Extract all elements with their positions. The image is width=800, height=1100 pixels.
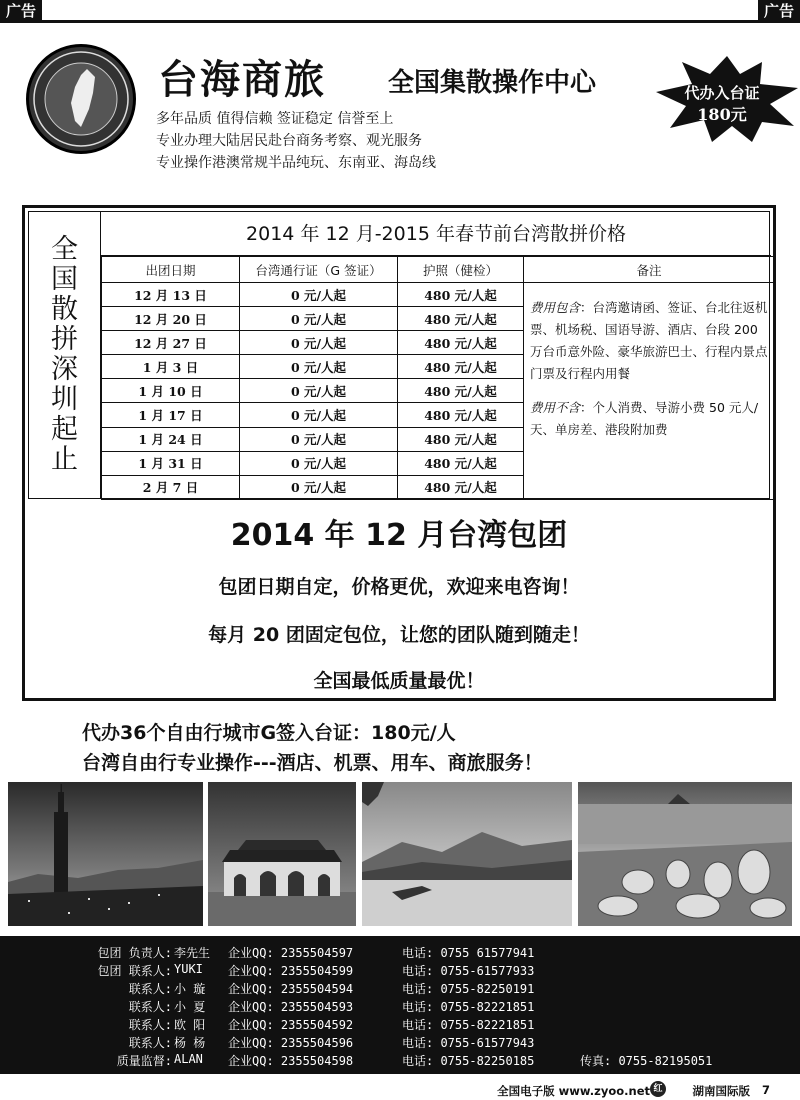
side-char: 散 — [51, 294, 78, 325]
side-char: 拼 — [51, 324, 78, 355]
cell-date: 1 月 3 日 — [102, 355, 240, 379]
tagline: 多年品质 值得信赖 签证稳定 信誉至上 — [156, 111, 394, 127]
contact-name: 小 夏 — [174, 1000, 206, 1014]
ad-label-left: 广告 — [0, 0, 42, 22]
cell-date: 1 月 31 日 — [102, 451, 240, 475]
contact-phone: 电话: 0755-82221851 — [402, 1000, 535, 1014]
contact-phone: 电话: 0755 61577941 — [402, 946, 535, 960]
notes-excluded: ：个人消费、导游小费 50 元人/天、单房差、港段附加费 — [530, 400, 759, 437]
brand-name: 台海商旅 — [158, 56, 326, 103]
notes-included: ：台湾邀请函、签证、台北往返机票、机场税、国语导游、酒店、台段 200 万台币意外险、豪华旅游巴士、行程内景点门票及行程内用餐 — [530, 300, 768, 381]
cell-passport-price: 480 元/人起 — [398, 283, 524, 307]
promo-line: 每月 20 团固定包位，让您的团队随到随走！ — [208, 624, 590, 646]
contact-name: 李先生 — [174, 946, 211, 960]
promo-line: 包团日期自定，价格更优，欢迎来电咨询！ — [218, 576, 580, 598]
table-row — [102, 283, 775, 307]
side-char: 全 — [51, 234, 78, 265]
promo-line: 全国最低质量最优！ — [313, 670, 485, 692]
cell-g-price: 0 元/人起 — [240, 331, 398, 355]
ad-label-right: 广告 — [758, 0, 800, 22]
price-table — [101, 256, 775, 500]
page-footer — [0, 1078, 800, 1100]
cell-date: 1 月 17 日 — [102, 403, 240, 427]
contact-role: 联系人: — [128, 1000, 172, 1014]
free-travel-line: 台湾自由行专业操作---酒店、机票、用车、商旅服务！ — [82, 752, 543, 774]
side-char: 国 — [51, 264, 78, 295]
cell-passport-price: 480 元/人起 — [398, 475, 524, 499]
contact-qq: 企业QQ: 2355504594 — [228, 982, 354, 996]
edition-text: 全国电子版 www.zyoo.net — [497, 1084, 650, 1098]
visa-service-line: 代办36个自由行城市G签入台证：180元/人 — [82, 722, 456, 744]
table-header-row — [102, 257, 775, 283]
header-passport: 护照（健检） — [398, 257, 524, 283]
side-char: 起 — [51, 414, 78, 445]
notes-excluded-label: 费用不含 — [530, 400, 581, 415]
cell-passport-price: 480 元/人起 — [398, 355, 524, 379]
region-edition: 湖南国际版 — [692, 1084, 750, 1098]
free-travel-info — [82, 718, 543, 778]
main-price-box — [22, 205, 776, 701]
cell-g-price: 0 元/人起 — [240, 403, 398, 427]
photo-sun-moon-lake — [362, 782, 572, 926]
side-char: 圳 — [51, 384, 78, 415]
cell-passport-price: 480 元/人起 — [398, 403, 524, 427]
contact-row — [0, 1052, 800, 1070]
contact-row — [0, 962, 800, 980]
contact-qq: 企业QQ: 2355504599 — [228, 964, 354, 978]
cell-g-price: 0 元/人起 — [240, 379, 398, 403]
side-label — [29, 212, 101, 498]
price-badge — [652, 54, 800, 144]
publisher-icon: 红 — [650, 1081, 666, 1097]
cell-passport-price: 480 元/人起 — [398, 379, 524, 403]
contact-qq: 企业QQ: 2355504592 — [228, 1018, 354, 1032]
cell-date: 12 月 20 日 — [102, 307, 240, 331]
cell-g-price: 0 元/人起 — [240, 451, 398, 475]
contact-role: 联系人: — [128, 1036, 172, 1050]
contact-name: 杨 杨 — [174, 1036, 206, 1050]
tagline: 专业办理大陆居民赴台商务考察、观光服务 — [156, 133, 422, 149]
contact-name: 小 璇 — [174, 982, 206, 996]
promo-title: 2014 年 12 月台湾包团 — [230, 518, 568, 553]
badge-line1: 代办入台证 — [684, 84, 760, 102]
contact-row — [0, 998, 800, 1016]
contact-role: 质量监督: — [116, 1054, 172, 1068]
contact-qq: 企业QQ: 2355504596 — [228, 1036, 354, 1050]
cell-date: 1 月 24 日 — [102, 427, 240, 451]
center-title: 全国集散操作中心 — [388, 68, 597, 98]
side-char: 止 — [51, 444, 78, 475]
photo-taipei-101 — [8, 782, 203, 926]
cell-passport-price: 480 元/人起 — [398, 307, 524, 331]
cell-date: 12 月 13 日 — [102, 283, 240, 307]
contact-role: 联系人: — [128, 1018, 172, 1032]
contact-phone: 电话: 0755-61577943 — [402, 1036, 535, 1050]
cell-passport-price: 480 元/人起 — [398, 427, 524, 451]
photo-yehliu-coast — [578, 782, 792, 926]
table-title: 2014 年 12 月-2015 年春节前台湾散拼价格 — [101, 212, 771, 256]
side-char: 深 — [51, 354, 78, 385]
contact-qq: 企业QQ: 2355504593 — [228, 1000, 354, 1014]
contact-qq: 企业QQ: 2355504597 — [228, 946, 354, 960]
header-date: 出团日期 — [102, 257, 240, 283]
contact-fax: 传真: 0755-82195051 — [580, 1054, 713, 1068]
notes-included-label: 费用包含 — [530, 300, 581, 315]
top-rule — [0, 20, 800, 23]
cell-g-price: 0 元/人起 — [240, 283, 398, 307]
contact-row — [0, 1016, 800, 1034]
cell-g-price: 0 元/人起 — [240, 355, 398, 379]
contact-row — [0, 944, 800, 962]
price-table-section — [28, 211, 770, 499]
taglines — [156, 108, 436, 174]
cell-passport-price: 480 元/人起 — [398, 451, 524, 475]
cell-g-price: 0 元/人起 — [240, 307, 398, 331]
contact-phone: 电话: 0755-61577933 — [402, 964, 535, 978]
contact-row — [0, 1034, 800, 1052]
cell-notes — [524, 283, 775, 500]
cell-date: 1 月 10 日 — [102, 379, 240, 403]
contact-band — [0, 936, 800, 1074]
page-number: 7 — [761, 1083, 770, 1097]
contact-role: 包团 联系人: — [97, 964, 172, 978]
contact-role: 包团 负责人: — [97, 946, 172, 960]
header-notes: 备注 — [524, 257, 775, 283]
badge-line2: 180元 — [697, 105, 747, 124]
cell-date: 2 月 7 日 — [102, 475, 240, 499]
cell-passport-price: 480 元/人起 — [398, 331, 524, 355]
company-logo — [26, 44, 136, 154]
contact-row — [0, 980, 800, 998]
contact-name: ALAN — [174, 1052, 203, 1066]
contact-phone: 电话: 0755-82250185 — [402, 1054, 535, 1068]
cell-g-price: 0 元/人起 — [240, 427, 398, 451]
cell-g-price: 0 元/人起 — [240, 475, 398, 499]
cell-date: 12 月 27 日 — [102, 331, 240, 355]
contact-name: 欧 阳 — [174, 1018, 206, 1032]
photo-memorial-gate — [208, 782, 356, 926]
tagline: 专业操作港澳常规半品纯玩、东南亚、海岛线 — [156, 155, 436, 171]
contact-phone: 电话: 0755-82221851 — [402, 1018, 535, 1032]
header-g-visa: 台湾通行证（G 签证） — [240, 257, 398, 283]
contact-role: 联系人: — [128, 982, 172, 996]
contact-name: YUKI — [174, 962, 203, 976]
contact-phone: 电话: 0755-82250191 — [402, 982, 535, 996]
contact-qq: 企业QQ: 2355504598 — [228, 1054, 354, 1068]
